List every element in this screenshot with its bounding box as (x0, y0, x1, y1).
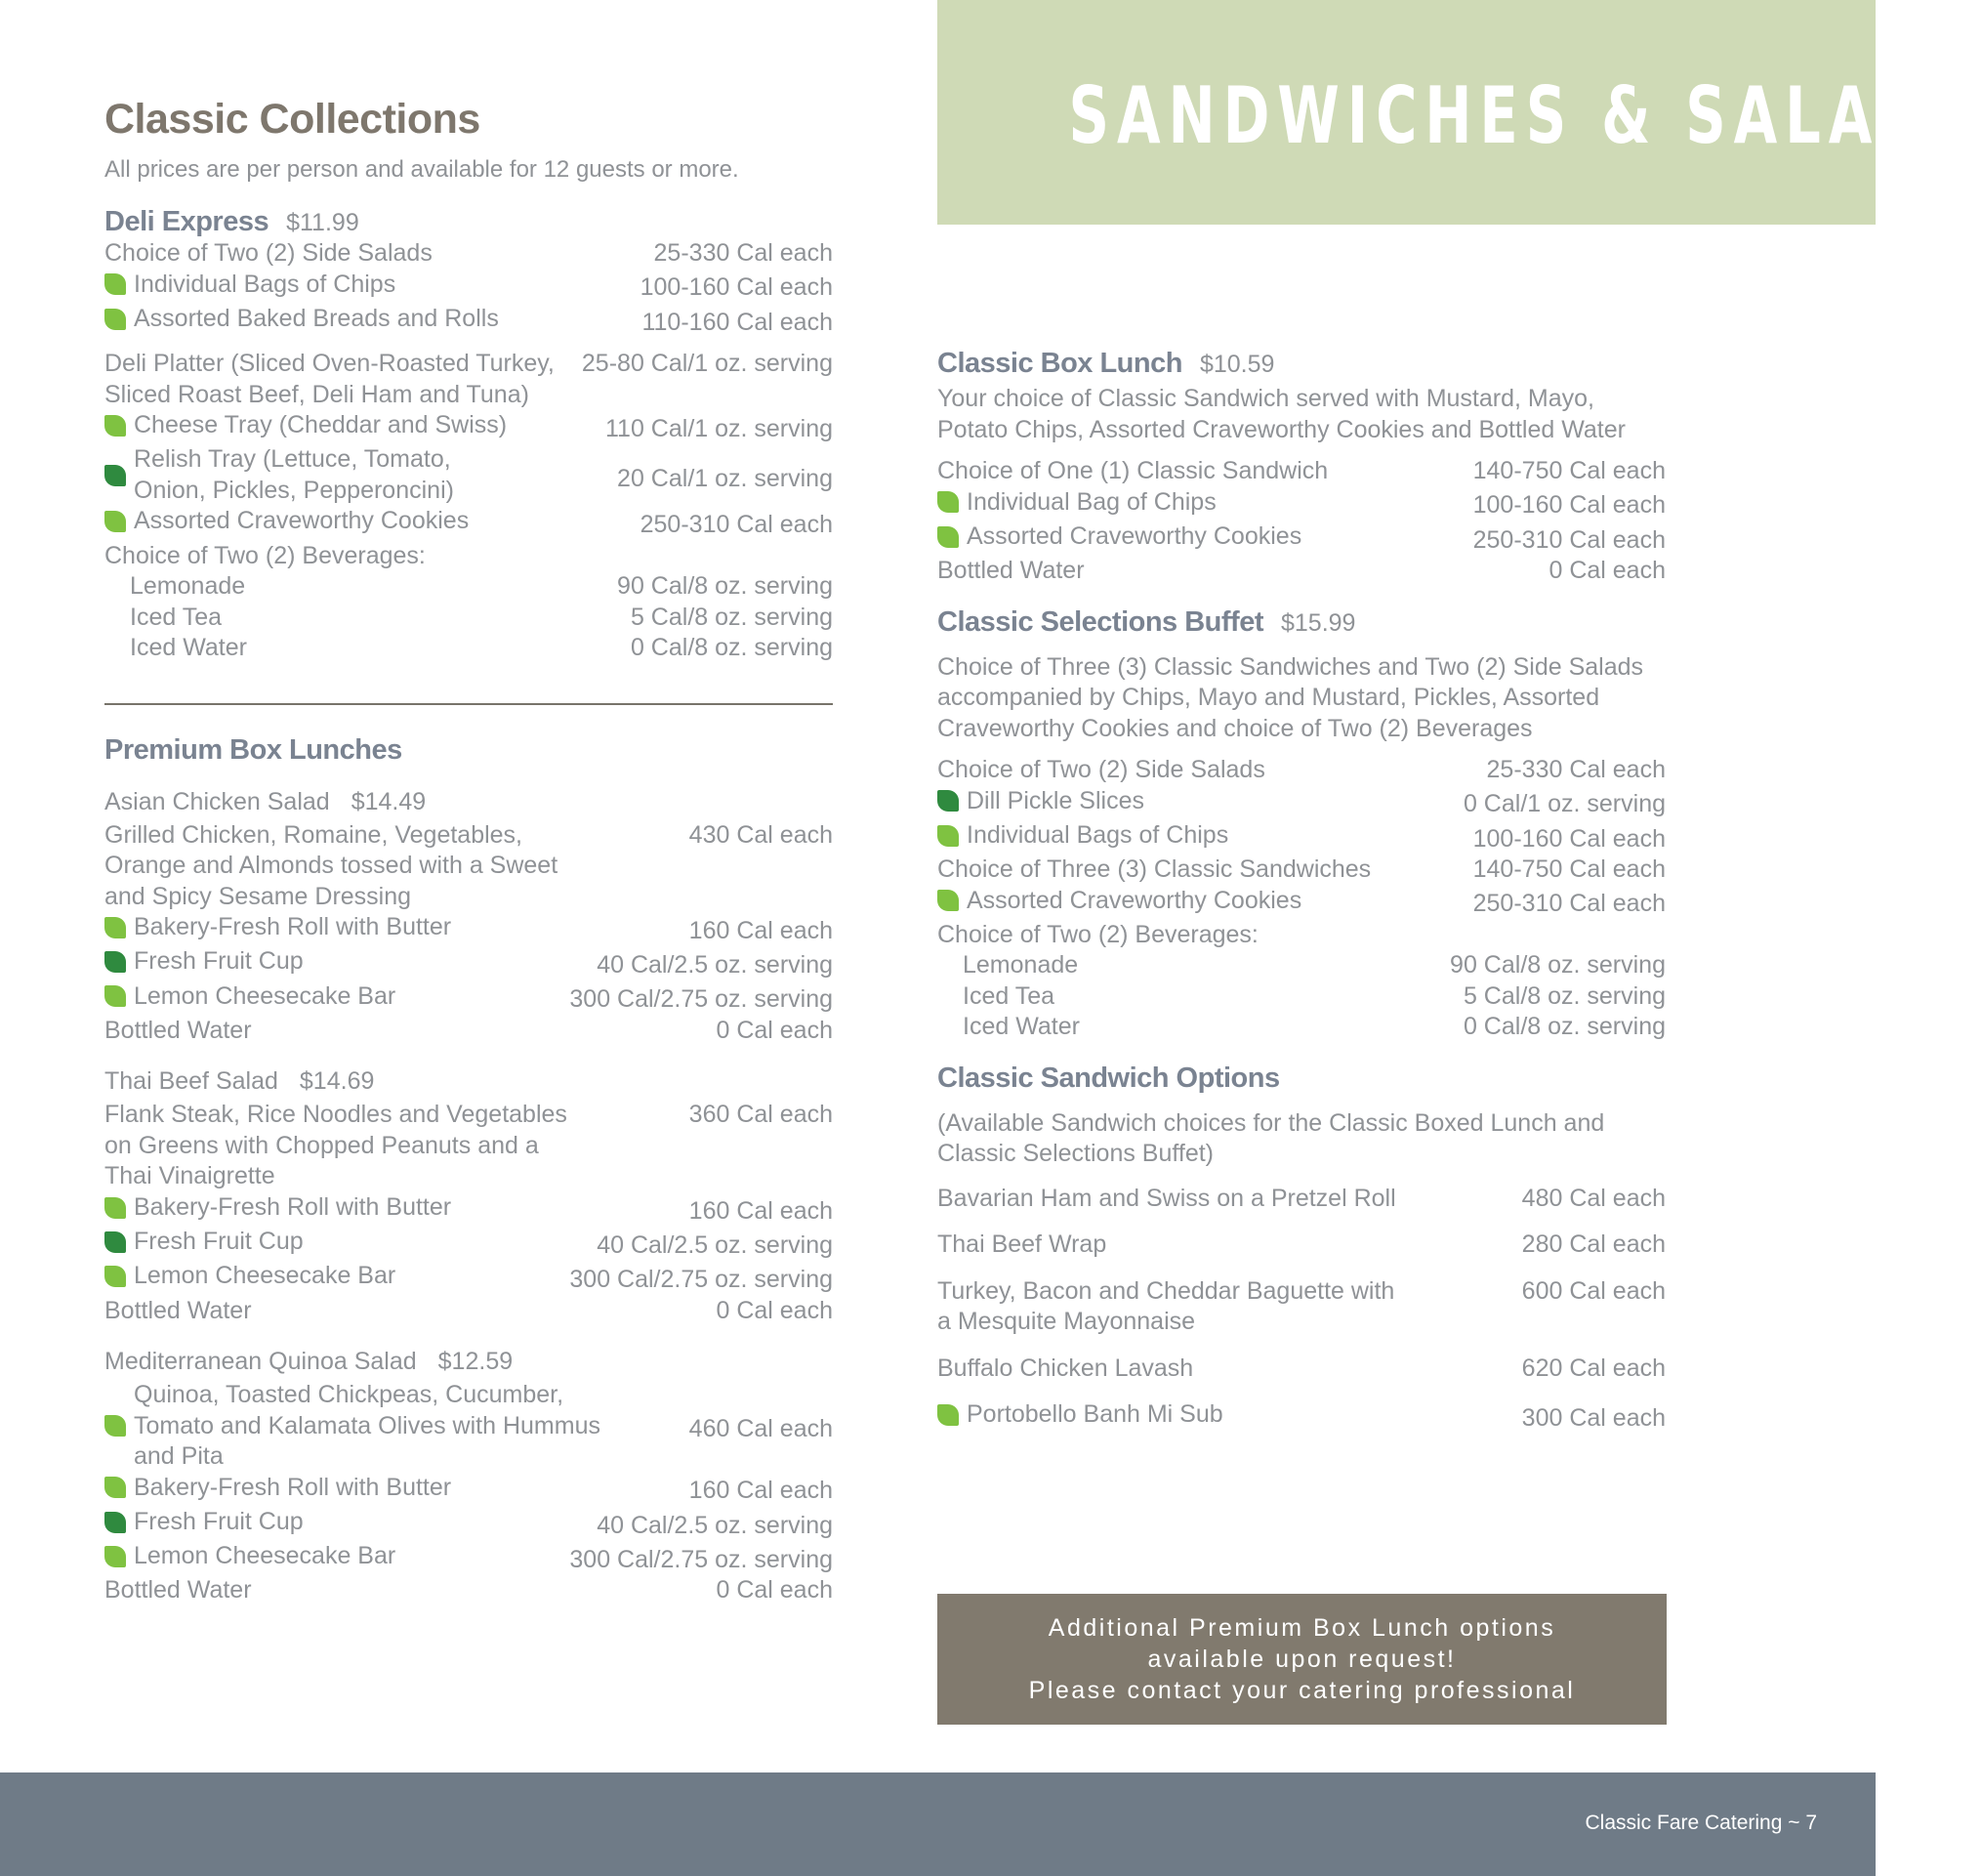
calorie-value: 280 Cal each (1521, 1230, 1666, 1259)
menu-row (937, 456, 1666, 487)
menu-row-label (104, 1541, 395, 1572)
leaf-icon (937, 526, 959, 548)
calorie-value: 300 Cal/2.75 oz. serving (569, 985, 833, 1014)
menu-row (937, 487, 1666, 521)
menu-row (104, 238, 833, 270)
menu-row (104, 1100, 833, 1192)
menu-row-label (937, 855, 1371, 886)
calorie-value: 40 Cal/2.5 oz. serving (597, 1230, 833, 1259)
menu-row (104, 506, 833, 540)
menu-row-label (937, 1012, 1080, 1043)
menu-row (104, 1541, 833, 1575)
dark-leaf-icon (104, 465, 126, 486)
menu-row (104, 603, 833, 634)
menu-item-text: Iced Water (963, 1013, 1080, 1041)
buffet-list (937, 755, 1666, 1043)
menu-item-text: Thai Beef Wrap (937, 1230, 1107, 1259)
menu-row (104, 912, 833, 946)
menu-item-text: Iced Water (130, 634, 247, 661)
menu-row-label (937, 1230, 1106, 1261)
menu-row (104, 1380, 833, 1473)
menu-row-label (104, 1507, 304, 1538)
menu-row (104, 270, 833, 304)
premium-item-name: Mediterranean Quinoa Salad (104, 1348, 417, 1375)
sandwich-options-name: Classic Sandwich Options (937, 1062, 1280, 1094)
menu-item-text: Flank Steak, Rice Noodles and Vegetables on Greens with Chopped Peanuts and a Thai Vinaigrette (104, 1101, 567, 1190)
calorie-value: 140-750 Cal each (1472, 855, 1666, 883)
calorie-value: 480 Cal each (1521, 1184, 1666, 1212)
calorie-value: 160 Cal each (688, 1477, 833, 1505)
menu-item-text: Choice of Two (2) Beverages: (104, 541, 426, 569)
menu-row (104, 541, 833, 572)
calorie-value: 0 Cal each (716, 1576, 833, 1605)
pricing-note: All prices are per person and available for 12 guests or more. (104, 156, 739, 183)
menu-item-text: Iced Tea (130, 603, 223, 631)
menu-row (104, 946, 833, 980)
menu-row-label (104, 912, 451, 943)
menu-row (104, 349, 833, 410)
menu-item-text: Buffalo Chicken Lavash (937, 1354, 1194, 1382)
menu-item-text: Assorted Baked Breads and Rolls (134, 304, 499, 332)
leaf-icon (937, 1404, 959, 1426)
leaf-icon (937, 491, 959, 513)
calorie-value: 5 Cal/8 oz. serving (630, 603, 833, 631)
menu-item-text: Lemonade (963, 951, 1079, 980)
menu-item-text: Dill Pickle Slices (967, 786, 1144, 814)
menu-row-label (104, 1575, 252, 1606)
buffet-name: Classic Selections Buffet (937, 605, 1263, 638)
menu-row (104, 1575, 833, 1606)
calorie-value: 5 Cal/8 oz. serving (1463, 981, 1666, 1010)
calorie-value: 250-310 Cal each (1472, 890, 1666, 918)
menu-row (104, 633, 833, 664)
menu-item-text: Choice of Two (2) Side Salads (937, 756, 1265, 783)
menu-item-text: Choice of One (1) Classic Sandwich (937, 457, 1329, 484)
leaf-icon (104, 1546, 126, 1567)
menu-row (104, 1016, 833, 1047)
menu-row-label (104, 238, 433, 270)
menu-row-label (937, 820, 1228, 852)
footer-page-label: Classic Fare Catering ~ 7 (1585, 1812, 1817, 1834)
menu-item-text: Bakery-Fresh Roll with Butter (134, 1473, 452, 1501)
menu-row (104, 1507, 833, 1541)
menu-row-label (104, 1100, 567, 1192)
menu-row (104, 1473, 833, 1507)
leaf-icon (104, 1266, 126, 1287)
calorie-value: 100-160 Cal each (640, 273, 833, 302)
menu-row-label (104, 633, 247, 664)
menu-row-label (104, 541, 426, 572)
menu-row-label (937, 981, 1054, 1013)
menu-item-text: Lemon Cheesecake Bar (134, 1542, 396, 1569)
calorie-value: 0 Cal each (716, 1296, 833, 1324)
menu-item-text: Bottled Water (104, 1576, 252, 1605)
calorie-value: 0 Cal/1 oz. serving (1463, 790, 1666, 818)
menu-row-label (104, 603, 222, 634)
calorie-value: 360 Cal each (688, 1101, 833, 1129)
calorie-value: 100-160 Cal each (1472, 824, 1666, 853)
section-divider (104, 703, 833, 705)
leaf-icon (104, 1415, 126, 1437)
menu-row (937, 556, 1666, 587)
calorie-value: 620 Cal each (1521, 1354, 1666, 1382)
deli-express-list-1 (104, 238, 833, 338)
leaf-icon (104, 511, 126, 532)
calorie-value: 460 Cal each (688, 1415, 833, 1443)
menu-row (104, 304, 833, 338)
calorie-value: 160 Cal each (688, 1196, 833, 1225)
menu-item-text: Lemonade (130, 572, 246, 600)
page-title: SANDWICHES & SALADS (1068, 70, 1982, 161)
premium-item-list (104, 1100, 833, 1326)
menu-row-label (937, 1276, 1394, 1338)
menu-row (937, 981, 1666, 1013)
menu-row (937, 820, 1666, 855)
menu-item-text: Fresh Fruit Cup (134, 947, 304, 976)
menu-row (104, 1296, 833, 1327)
menu-row-label (937, 521, 1301, 553)
menu-row-label (104, 981, 395, 1013)
menu-row-label (937, 456, 1328, 487)
leaf-icon (104, 309, 126, 330)
calorie-value: 90 Cal/8 oz. serving (617, 572, 833, 600)
menu-item-text: Fresh Fruit Cup (134, 1507, 304, 1535)
premium-item-list (104, 1380, 833, 1606)
calorie-value: 25-330 Cal each (653, 239, 833, 267)
menu-item-text: Bavarian Ham and Swiss on a Pretzel Roll (937, 1184, 1396, 1212)
box-lunch-name: Classic Box Lunch (937, 348, 1182, 379)
menu-item-text: Bottled Water (104, 1296, 252, 1324)
leaf-icon (104, 917, 126, 938)
premium-item-name: Thai Beef Salad (104, 1067, 278, 1096)
menu-item-text: Assorted Craveworthy Cookies (134, 507, 470, 535)
calorie-value: 100-160 Cal each (1472, 491, 1666, 520)
menu-item-text: Portobello Banh Mi Sub (967, 1400, 1223, 1429)
premium-item-price: $14.49 (351, 787, 427, 815)
menu-item-text: Choice of Three (3) Classic Sandwiches (937, 855, 1372, 883)
menu-row (937, 755, 1666, 786)
menu-row-label (937, 950, 1078, 981)
box-lunch-header (937, 348, 1666, 380)
menu-row-label (937, 1184, 1396, 1215)
menu-row-label (104, 304, 499, 335)
menu-item-text: Assorted Craveworthy Cookies (967, 521, 1302, 550)
calorie-value: 90 Cal/8 oz. serving (1450, 951, 1666, 980)
dark-leaf-icon (104, 1231, 126, 1253)
menu-row (104, 981, 833, 1016)
sandwich-options-list (937, 1184, 1666, 1435)
menu-item-text: Bakery-Fresh Roll with Butter (134, 1192, 452, 1221)
menu-row (937, 886, 1666, 920)
menu-item-text: Deli Platter (Sliced Oven-Roasted Turkey, Sliced Roast Beef, Deli Ham and Tuna) (104, 350, 555, 408)
classic-collections-title: Classic Collections (104, 96, 480, 143)
premium-item-name: Asian Chicken Salad (104, 787, 330, 815)
menu-row-label (104, 1192, 451, 1224)
menu-item-text: Iced Tea (963, 981, 1055, 1010)
menu-item-text: Bottled Water (104, 1016, 252, 1044)
calorie-value: 40 Cal/2.5 oz. serving (597, 951, 833, 979)
request-callout (937, 1594, 1667, 1725)
menu-row-label (937, 556, 1085, 587)
premium-item-price: $12.59 (437, 1348, 514, 1375)
leaf-icon (104, 1197, 126, 1219)
deli-express-name: Deli Express (104, 206, 269, 237)
calorie-value: 0 Cal/8 oz. serving (630, 634, 833, 661)
menu-item-text: Individual Bags of Chips (967, 820, 1229, 849)
menu-row-label (937, 1399, 1223, 1431)
calorie-value: 0 Cal each (1548, 557, 1666, 584)
calorie-value: 0 Cal each (716, 1016, 833, 1044)
menu-row-label (104, 1473, 451, 1504)
menu-row (937, 950, 1666, 981)
menu-row-label (104, 1380, 600, 1473)
premium-box-name: Premium Box Lunches (104, 733, 402, 766)
menu-item-text: Grilled Chicken, Romaine, Vegetables, Orange and Almonds tossed with a Sweet and Spicy Sesame Dressing (104, 820, 558, 910)
menu-row (104, 410, 833, 444)
leaf-icon (104, 415, 126, 437)
menu-row-label (937, 755, 1265, 786)
menu-row (104, 444, 833, 506)
menu-row (937, 920, 1666, 951)
menu-row-label (104, 349, 555, 410)
menu-item-text: Relish Tray (Lettuce, Tomato, Onion, Pickles, Pepperoncini) (134, 445, 454, 504)
menu-item-text: Individual Bag of Chips (967, 487, 1217, 516)
callout-line: Additional Premium Box Lunch options (1048, 1614, 1556, 1642)
menu-row (937, 1399, 1666, 1434)
menu-row (937, 1184, 1666, 1215)
menu-item-text: Lemon Cheesecake Bar (134, 1262, 396, 1290)
menu-item-text: Choice of Two (2) Side Salads (104, 239, 433, 267)
calorie-value: 25-80 Cal/1 oz. serving (581, 350, 833, 377)
premium-item-price: $14.69 (299, 1067, 375, 1096)
menu-item-text: Assorted Craveworthy Cookies (967, 886, 1302, 914)
calorie-value: 20 Cal/1 oz. serving (617, 464, 833, 492)
menu-row (937, 1276, 1666, 1338)
menu-row-label (104, 1261, 395, 1292)
calorie-value: 250-310 Cal each (1472, 525, 1666, 554)
menu-row-label (104, 820, 557, 913)
calorie-value: 250-310 Cal each (640, 511, 833, 538)
dark-leaf-icon (104, 951, 126, 973)
menu-row-label (104, 571, 245, 603)
premium-box-header (104, 734, 833, 767)
premium-item-header (104, 1067, 833, 1096)
menu-row-label (104, 946, 304, 978)
box-lunch-list (937, 456, 1666, 587)
menu-row (104, 1261, 833, 1295)
menu-row (937, 786, 1666, 820)
calorie-value: 160 Cal each (688, 916, 833, 944)
sandwich-options-description: (Available Sandwich choices for the Classic Boxed Lunch and Classic Selections Buffet) (937, 1108, 1605, 1168)
menu-item-text: Quinoa, Toasted Chickpeas, Cucumber, Tomato and Kalamata Olives with Hummus and Pita (134, 1381, 600, 1470)
calorie-value: 110-160 Cal each (641, 308, 833, 336)
menu-row (937, 521, 1666, 556)
dark-leaf-icon (104, 1512, 126, 1533)
premium-item-list (104, 820, 833, 1047)
menu-row-label (937, 786, 1144, 817)
menu-row-label (104, 1016, 252, 1047)
leaf-icon (104, 273, 126, 295)
calorie-value: 140-750 Cal each (1472, 457, 1666, 484)
box-lunch-price: $10.59 (1199, 351, 1275, 378)
menu-item-text: Fresh Fruit Cup (134, 1228, 304, 1255)
calorie-value: 300 Cal each (1521, 1404, 1666, 1432)
menu-item-text: Individual Bags of Chips (134, 270, 396, 298)
leaf-icon (937, 890, 959, 911)
menu-item-text: Choice of Two (2) Beverages: (937, 920, 1259, 948)
page-footer (0, 1772, 1876, 1876)
menu-item-text: Bottled Water (937, 557, 1085, 584)
calorie-value: 430 Cal each (688, 820, 833, 849)
calorie-value: 300 Cal/2.75 oz. serving (569, 1266, 833, 1293)
buffet-price: $15.99 (1281, 608, 1356, 637)
title-banner (937, 0, 1982, 225)
menu-row-label (937, 920, 1259, 951)
deli-express-list-2 (104, 349, 833, 664)
sandwich-options-header (937, 1063, 1666, 1095)
menu-row (937, 1354, 1666, 1385)
leaf-icon (104, 985, 126, 1007)
premium-item-header (104, 1348, 833, 1376)
calorie-value: 0 Cal/8 oz. serving (1463, 1013, 1666, 1041)
callout-line: available upon request! (1147, 1646, 1457, 1673)
menu-row (937, 1230, 1666, 1261)
right-column (937, 342, 1666, 1435)
leaf-icon (104, 1477, 126, 1498)
menu-row (104, 571, 833, 603)
menu-row-label (937, 1354, 1193, 1385)
menu-item-text: Turkey, Bacon and Cheddar Baguette with a Mesquite Mayonnaise (937, 1276, 1395, 1336)
menu-row (937, 1012, 1666, 1043)
menu-row-label (937, 886, 1301, 917)
menu-row (104, 820, 833, 913)
menu-row-label (104, 444, 454, 506)
menu-row (104, 1227, 833, 1261)
calorie-value: 600 Cal each (1521, 1276, 1666, 1305)
premium-item-header (104, 788, 833, 816)
menu-row-label (104, 1296, 252, 1327)
calorie-value: 40 Cal/2.5 oz. serving (597, 1511, 833, 1539)
callout-line: Please contact your catering professional (1028, 1677, 1576, 1704)
leaf-icon (937, 825, 959, 847)
menu-row-label (104, 506, 469, 537)
buffet-header (937, 606, 1666, 639)
menu-row (104, 1192, 833, 1227)
menu-item-text: Bakery-Fresh Roll with Butter (134, 913, 452, 940)
menu-item-text: Cheese Tray (Cheddar and Swiss) (134, 411, 508, 438)
deli-express-price: $11.99 (286, 209, 359, 236)
menu-row-label (937, 487, 1217, 519)
menu-item-text: Lemon Cheesecake Bar (134, 981, 396, 1010)
menu-row-label (104, 1227, 304, 1258)
box-lunch-description: Your choice of Classic Sandwich served with Mustard, Mayo, Potato Chips, Assorted Craveworthy Cookies and Bottled Water (937, 385, 1626, 443)
calorie-value: 25-330 Cal each (1486, 756, 1666, 783)
dark-leaf-icon (937, 790, 959, 812)
buffet-description: Choice of Three (3) Classic Sandwiches and Two (2) Side Salads accompanied by Chips, Mayo and Mustard, Pickles, Assorted Craveworthy Cookies and choice of Two (2) Beverages (937, 652, 1644, 742)
deli-express-header (104, 206, 833, 238)
left-column (104, 96, 833, 1606)
calorie-value: 110 Cal/1 oz. serving (605, 414, 833, 442)
menu-row (937, 855, 1666, 886)
menu-row-label (104, 270, 395, 301)
calorie-value: 300 Cal/2.75 oz. serving (569, 1545, 833, 1573)
menu-row-label (104, 410, 507, 441)
